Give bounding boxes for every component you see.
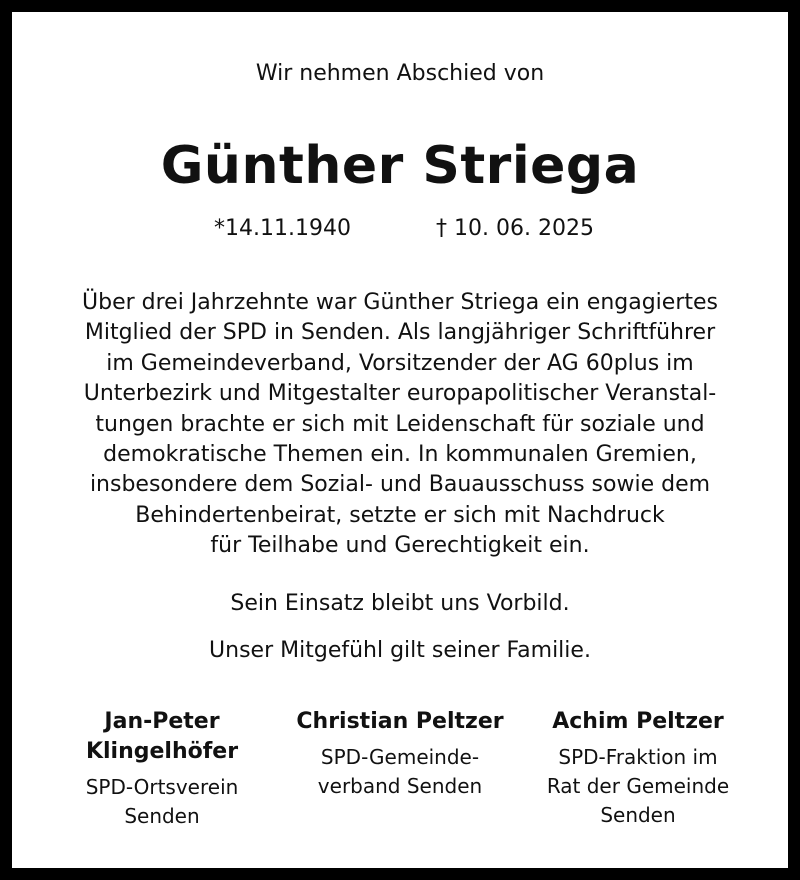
signatory	[42, 707, 282, 831]
obituary-notice	[12, 12, 788, 868]
tribute-line: Behindertenbeirat, setzte er sich mit Nachdruck	[135, 502, 665, 528]
signatory-role-line: SPD-Gemeinde-	[320, 745, 480, 769]
tribute-line: tungen brachte er sich mit Leidenschaft für soziale und	[95, 411, 705, 437]
tribute-line: demokratische Themen ein. In kommunalen Gremien,	[103, 442, 697, 468]
signatory-role-line: Rat der Gemeinde	[546, 774, 730, 798]
closing-line-example: Sein Einsatz bleibt uns Vorbild.	[230, 591, 570, 616]
signatory-role	[42, 773, 282, 831]
deceased-name: Günther Striega	[160, 136, 640, 196]
signatory-role-line: SPD-Ortsverein	[85, 775, 239, 799]
tribute-line: Unterbezirk und Mitgestalter europapolitischer Veranstal-	[83, 381, 717, 407]
tribute-line: im Gemeindeverband, Vorsitzender der AG 60plus im	[106, 350, 694, 376]
death-date: † 10. 06. 2025	[436, 216, 594, 241]
tribute-line: Über drei Jahrzehnte war Günther Striega ein engagiertes	[82, 290, 718, 315]
tribute-paragraph	[32, 288, 768, 562]
intro-line: Wir nehmen Abschied von	[255, 61, 545, 86]
tribute-line: für Teilhabe und Gerechtigkeit ein.	[210, 533, 590, 559]
signatory	[280, 707, 520, 801]
signatory-role-line: verband Senden	[317, 774, 483, 798]
signatory-role	[280, 743, 520, 801]
signatory-name-line: Jan-Peter	[104, 709, 220, 734]
signatory-name	[42, 707, 282, 767]
signatory	[518, 707, 758, 830]
tribute-line: insbesondere dem Sozial- und Bauausschuss sowie dem	[89, 472, 711, 498]
signatory-name	[280, 707, 520, 737]
closing-line-condolence: Unser Mitgefühl gilt seiner Familie.	[209, 638, 591, 663]
tribute-line: Mitglied der SPD in Senden. Als langjähriger Schriftführer	[84, 320, 716, 346]
signatory-role-line: Senden	[600, 803, 676, 827]
signatory-name	[518, 707, 758, 737]
signatory-name-line: Klingelhöfer	[85, 739, 239, 764]
signatory-role	[518, 743, 758, 830]
signatory-role-line: SPD-Fraktion im	[558, 745, 718, 769]
signatory-name-line: Christian Peltzer	[296, 709, 504, 734]
signatory-role-line: Senden	[124, 804, 200, 828]
birth-date: *14.11.1940	[214, 216, 351, 241]
signatory-name-line: Achim Peltzer	[552, 709, 724, 734]
